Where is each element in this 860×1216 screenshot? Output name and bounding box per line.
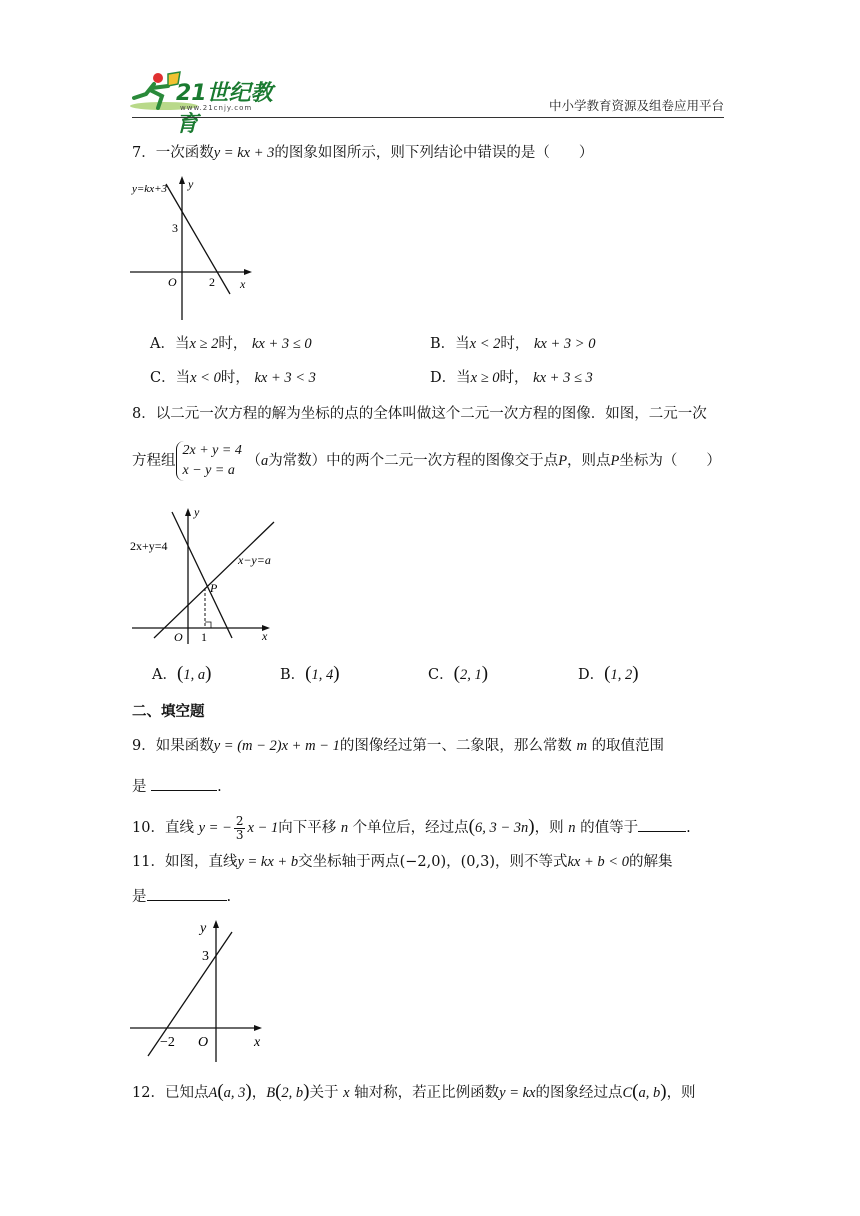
svg-text:2: 2 [209,275,215,289]
svg-text:O: O [174,630,183,644]
q8-graph [128,502,278,646]
q10-answer-blank[interactable] [638,817,686,832]
svg-text:y: y [200,921,207,936]
logo-url: www.21cnjy.com [180,104,253,112]
q8-stem-line2: 方程组2x + y = 4 x − y = a （a为常数）中的两个二元一次方程的图像交于点P，则点P坐标为（ ） [132,438,721,484]
q9-stem: 9．如果函数y = (m − 2)x + m − 1的图像经过第一、二象限，那么常数 m 的取值范围 [132,738,665,754]
q7-graph [128,172,254,324]
svg-text:y: y [194,505,200,519]
q11-stem: 11．如图，直线y = kx + b交坐标轴于两点(−2,0)，(0,3)，则不等式kx + b < 0的解集 [132,854,673,870]
q7-line-label: y=kx+3 [132,183,167,195]
q7-option-c[interactable]: C．当x < 0时， kx + 3 < 3 [150,370,316,386]
q8-equation-system: 2x + y = 4 x − y = a [176,441,242,481]
q7-option-d[interactable]: D．当x ≥ 0时， kx + 3 ≤ 3 [430,370,593,386]
svg-text:O: O [198,1035,209,1050]
q8-line1-label: 2x+y=4 [130,539,168,553]
svg-text:3: 3 [172,221,178,235]
q8-stem-line1: 8．以二元一次方程的解为坐标的点的全体叫做这个二元一次方程的图像．如图，二元一次 [132,406,707,422]
q8-option-b[interactable]: B．(1, 4) [280,663,340,684]
q10-stem: 10．直线 y = − $\frac{2}{3}$ x − 1向下平移 n 个单位后，经过点(6, 3 − 3n)，则 n 的值等于 . [132,813,691,842]
q9-answer-blank[interactable] [151,776,217,791]
header-logo [124,68,294,137]
logo-text: 21世纪教育 [176,81,273,137]
svg-text:y: y [188,177,194,191]
svg-text:x: x [262,629,268,643]
q11-answer-blank[interactable] [147,886,227,901]
svg-text:1: 1 [201,630,207,644]
q8-option-d[interactable]: D．(1, 2) [578,663,639,684]
q8-option-a[interactable]: A．(1, a) [152,663,212,684]
header-divider [132,117,724,118]
q11-answer-line: 是 . [132,886,231,907]
platform-name: 中小学教育资源及组卷应用平台 [548,98,724,113]
svg-text:x: x [254,1035,261,1050]
svg-text:O: O [168,275,177,289]
svg-text:3: 3 [202,949,209,964]
q8-option-c[interactable]: C．(2, 1) [428,663,489,684]
section-title: 二、填空题 [132,704,205,720]
q11-graph [128,916,268,1066]
svg-text:x: x [240,277,246,291]
q8-line2-label: x−y=a [238,553,271,567]
q12-stem: 12．已知点A(a, 3)，B(2, b)关于 x 轴对称，若正比例函数y = kx的图象经过点C(a, b)，则 [132,1081,696,1102]
q7-option-a[interactable]: A．当x ≥ 2时， kx + 3 ≤ 0 [150,336,312,352]
svg-text:−2: −2 [160,1035,175,1050]
svg-text:P: P [210,581,218,595]
q7-option-b[interactable]: B．当x < 2时， kx + 3 > 0 [430,336,596,352]
q7-stem: 7．一次函数y = kx + 3的图象如图所示，则下列结论中错误的是（ ） [132,145,594,161]
q9-answer-line: 是 . [132,776,222,797]
